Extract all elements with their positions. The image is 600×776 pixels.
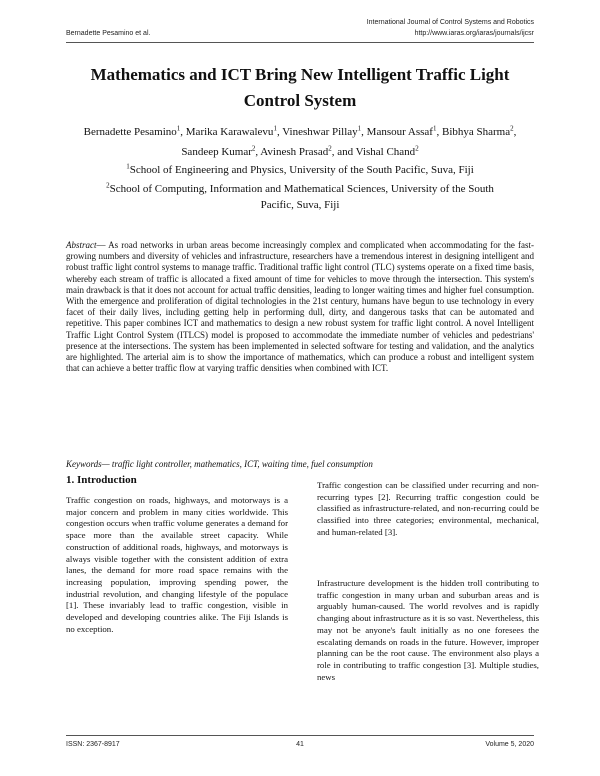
- column-2-paragraph-1: Traffic congestion can be classified under recurring and non-recurring types [2]. Recurring traffic congestion could be classified as infrastructure-related, and non-recurring could be classified into three categories; environmental, mechanical, and human-related [3].: [317, 480, 539, 537]
- author-name: Vishal Chand: [355, 146, 416, 158]
- column-2-paragraph-2: Infrastructure development is the hidden troll contributing to traffic congestion in many urban and suburban areas and is arguably human-caused. The world revolves and is rapidly changing about infrastructure as it is so vast. Nevertheless, this may not be anyone's fault initially as no one foresees the escalating demands on roads in the future. However, improper planning can be the root cause. The environment also plays a role in contributing to traffic congestion [3]. Multiple studies, news: [317, 578, 539, 682]
- author-affiliation-sup: 1: [176, 124, 181, 133]
- footer-issn: ISSN: 2367-8917: [66, 741, 120, 748]
- abstract: [66, 240, 534, 374]
- affiliation-2: [95, 181, 505, 213]
- footer-rule: [66, 735, 534, 736]
- author-separator: , and: [331, 146, 356, 158]
- section-heading: 1. Introduction: [66, 474, 137, 486]
- running-author: Bernadette Pesamino et al.: [66, 30, 151, 37]
- abstract-text: — As road networks in urban areas become increasingly complex and complicated when accommodating for the fast-growing numbers and diversity of vehicles and infrastructure, researchers have a tremendous interest in designing intelligent and robust traffic light control systems to manage traffic. Traditional traffic light control (TLC) systems operate on a fixed time basis, whereby each stream of traffic is allocated a fixed amount of time for vehicles to move through the intersection. This system's main drawback is that it does not account for actual traffic densities, leading to longer waiting times and higher fuel consumption. With the emergence and proliferation of digital technologies in the 21st century, humans have begun to use technology in every facet of their daily lives, including getting help in performing dull, dirty, and dangerous tasks that can be automated and repetitive. This paper combines ICT and mathematics to design a new robust system for traffic light control. A novel Intelligent Traffic Light Control System (ITLCS) model is proposed to accommodate the immediate number of vehicles and pedestrians' presence at the intersections. The system has been implemented in selected software for testing and validation, and the analytics are highlighted. The arterial aim is to show the importance of mathematics, which can produce a robust and intelligent system that can achieve a better traffic flow at varying traffic densities when combined with ICT.: [66, 240, 534, 374]
- author-name: Avinesh Prasad: [260, 146, 329, 158]
- keywords: Keywords— traffic light controller, mathematics, ICT, waiting time, fuel consumption: [66, 459, 373, 469]
- affiliation-2-text: School of Computing, Information and Mathematical Sciences, University of the South Pacific, Suva, Fiji: [109, 183, 494, 211]
- author-separator: ,: [276, 126, 283, 138]
- author-separator: ,: [513, 126, 517, 138]
- author-name: Bibhya Sharma: [441, 126, 511, 138]
- affiliation-2-sup: 2: [106, 181, 110, 190]
- abstract-label: Abstract: [66, 240, 97, 250]
- author-name: Mansour Assaf: [366, 126, 433, 138]
- author-affiliation-sup: 1: [273, 124, 277, 133]
- footer-page-number: 41: [296, 741, 304, 748]
- author-name: Bernadette Pesamino: [83, 126, 177, 138]
- author-affiliation-sup: 2: [251, 144, 256, 153]
- author-name: Marika Karawalevu: [185, 126, 274, 138]
- author-separator: ,: [436, 126, 442, 138]
- author-name: Vineshwar Pillay: [282, 126, 358, 138]
- author-list: [80, 122, 520, 162]
- author-affiliation-sup: 1: [432, 124, 437, 133]
- author-name: Sandeep Kumar: [181, 146, 252, 158]
- author-separator: ,: [180, 126, 186, 138]
- author-affiliation-sup: 2: [415, 144, 419, 153]
- title-line-1: Mathematics and ICT Bring New Intelligent Traffic Light: [90, 65, 510, 84]
- affiliation-1: [70, 162, 530, 178]
- journal-url[interactable]: http://www.iaras.org/iaras/journals/ijcsr: [414, 30, 534, 37]
- affiliation-1-text: School of Engineering and Physics, University of the South Pacific, Suva, Fiji: [129, 164, 474, 176]
- author-separator: ,: [361, 126, 367, 138]
- paper-title: [70, 62, 530, 114]
- author-separator: ,: [255, 146, 261, 158]
- title-line-2: Control System: [243, 91, 357, 110]
- author-affiliation-sup: 2: [510, 124, 514, 133]
- author-affiliation-sup: 2: [328, 144, 332, 153]
- footer-volume: Volume 5, 2020: [485, 741, 534, 748]
- journal-name: International Journal of Control Systems and Robotics: [366, 19, 534, 26]
- affiliation-1-sup: 1: [126, 162, 130, 171]
- author-affiliation-sup: 1: [357, 124, 362, 133]
- column-1-paragraph: Traffic congestion on roads, highways, and motorways is a major concern and problem in many cities worldwide. This congestion occurs when traffic volume generates a demand for space more than the available street capacity. While construction of additional roads, highways, and motorways is always visible together with the consistent addition of extra lanes, the demand for more road space remains with the increasing population, improving spending power, the industrial revolution, and changing lifestyle of the populace [1]. These invariably lead to traffic congestion, visible in developed and developing countries alike. The Fiji Islands is no exception.: [66, 495, 288, 634]
- header-rule: [66, 42, 534, 43]
